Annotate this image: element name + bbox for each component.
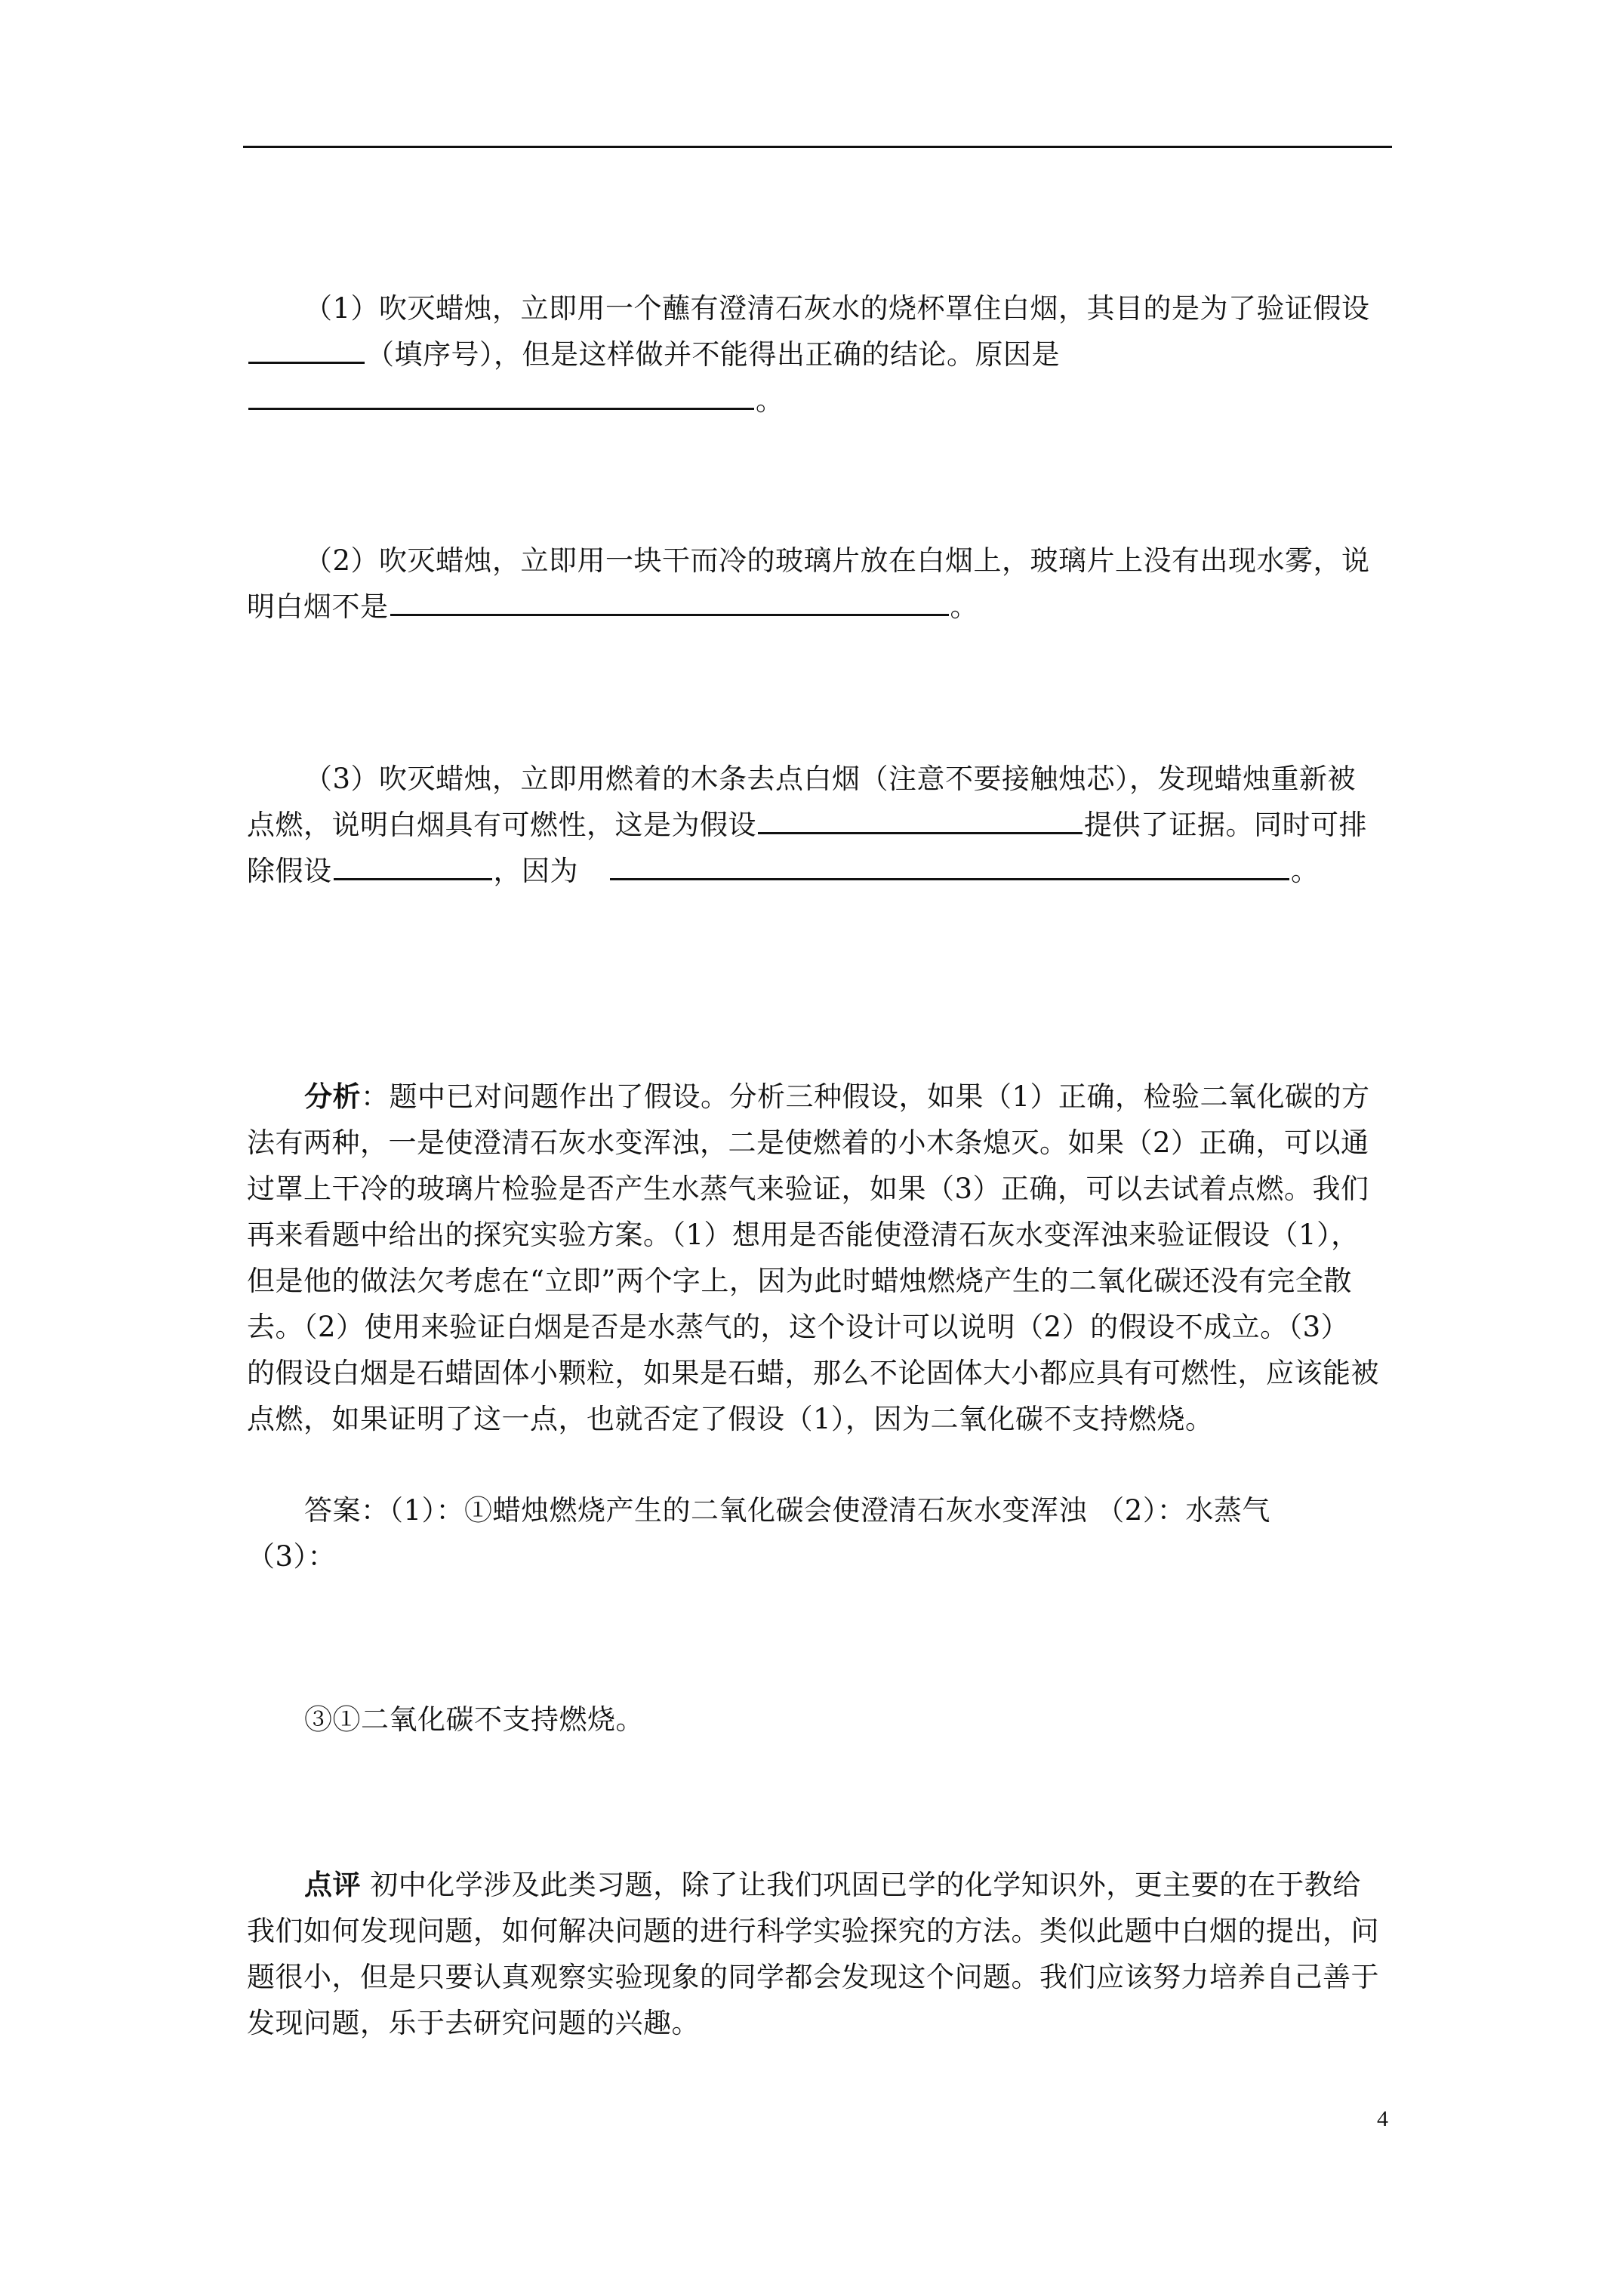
comment-text: 初中化学涉及此类习题，除了让我们巩固已学的化学知识外，更主要的在于教给 [361,1869,1361,1901]
question-3-line-3-end: 。 [1291,855,1320,887]
analysis-label: 分析 [304,1080,361,1113]
analysis-line-7: 的假设白烟是石蜡固体小颗粒，如果是石蜡，那么不论固体大小都应具有可燃性，应该能被 [247,1357,1379,1389]
answer-line-1: 答案：（1）：①蜡烛燃烧产生的二氧化碳会使澄清石灰水变浑浊 （2）：水蒸气 [304,1494,1270,1527]
question-1-line-2 [247,331,1394,378]
question-3-line-2-text: 点燃，说明白烟具有可燃性，这是为假设 [247,809,756,841]
page-number: 4 [1377,2106,1388,2131]
analysis-line-5: 但是他的做法欠考虑在“立即”两个字上，因为此时蜡烛燃烧产生的二氧化碳还没有完全散 [247,1265,1352,1297]
answer-blank[interactable] [390,587,949,616]
comment-line-1 [247,1862,1394,1908]
question-1-line-2-text: （填序号），但是这样做并不能得出正确的结论。原因是 [366,338,1060,371]
question-1-line-1: （1）吹灭蜡烛，立即用一个蘸有澄清石灰水的烧杯罩住白烟，其目的是为了验证假设 [304,292,1370,325]
comment-line-4: 发现问题，乐于去研究问题的兴趣。 [247,2007,700,2039]
question-3-line-3 [247,848,1394,894]
analysis-line-1 [247,1074,1394,1120]
question-1-line-3 [247,378,1394,424]
answer-blank[interactable] [248,334,365,364]
comment-line-2: 我们如何发现问题，如何解决问题的进行科学实验探究的方法。类似此题中白烟的提出，问 [247,1915,1379,1947]
question-3-line-3-text: 除假设 [247,855,332,887]
answer-blank[interactable] [610,851,1289,880]
question-2-line-2-end: 。 [950,590,978,623]
header-rule [243,146,1392,148]
answer-line-2: （3）： [247,1540,337,1573]
analysis-line-8: 点燃，如果证明了这一点，也就否定了假设（1），因为二氧化碳不支持燃烧。 [247,1403,1214,1435]
answer-blank[interactable] [334,851,492,880]
analysis-line-2: 法有两种，一是使澄清石灰水变浑浊，二是使燃着的小木条熄灭。如果（2）正确，可以通 [247,1126,1369,1159]
question-1-line-3-end: 。 [756,384,784,417]
answer-blank[interactable] [758,805,1083,834]
question-3-line-1: （3）吹灭蜡烛，立即用燃着的木条去点白烟（注意不要接触烛芯），发现蜡烛重新被 [304,763,1357,795]
question-2-line-1: （2）吹灭蜡烛，立即用一块干而冷的玻璃片放在白烟上，玻璃片上没有出现水雾，说 [304,544,1370,577]
comment [247,1862,1394,2046]
answer-line-3: ③①二氧化碳不支持燃烧。 [304,1703,644,1736]
question-1 [247,285,1394,424]
question-3-line-2-end: 提供了证据。同时可排 [1084,809,1367,841]
question-3-line-3-middle: ，因为 [493,855,578,887]
analysis-line-4: 再来看题中给出的探究实验方案。（1）想用是否能使澄清石灰水变浑浊来验证假设（1）， [247,1219,1360,1251]
question-2-line-2 [247,584,1394,630]
question-3 [247,756,1394,894]
question-2 [247,538,1394,630]
comment-line-3: 题很小，但是只要认真观察实验现象的同学都会发现这个问题。我们应该努力培养自己善于 [247,1961,1379,1993]
answer-continued [247,1697,1394,1743]
question-3-line-2 [247,802,1394,848]
comment-label: 点评 [304,1868,361,1901]
answer [247,1487,1394,1579]
analysis-line-3: 过罩上干冷的玻璃片检验是否产生水蒸气来验证，如果（3）正确，可以去试着点燃。我们 [247,1173,1369,1205]
analysis-line-6: 去。（2）使用来验证白烟是否是水蒸气的，这个设计可以说明（2）的假设不成立。（3） [247,1311,1350,1343]
analysis [247,1074,1394,1442]
question-2-line-2-text: 明白烟不是 [247,590,389,623]
answer-blank[interactable] [248,381,754,410]
analysis-text: ：题中已对问题作出了假设。分析三种假设，如果（1）正确，检验二氧化碳的方 [361,1080,1370,1113]
